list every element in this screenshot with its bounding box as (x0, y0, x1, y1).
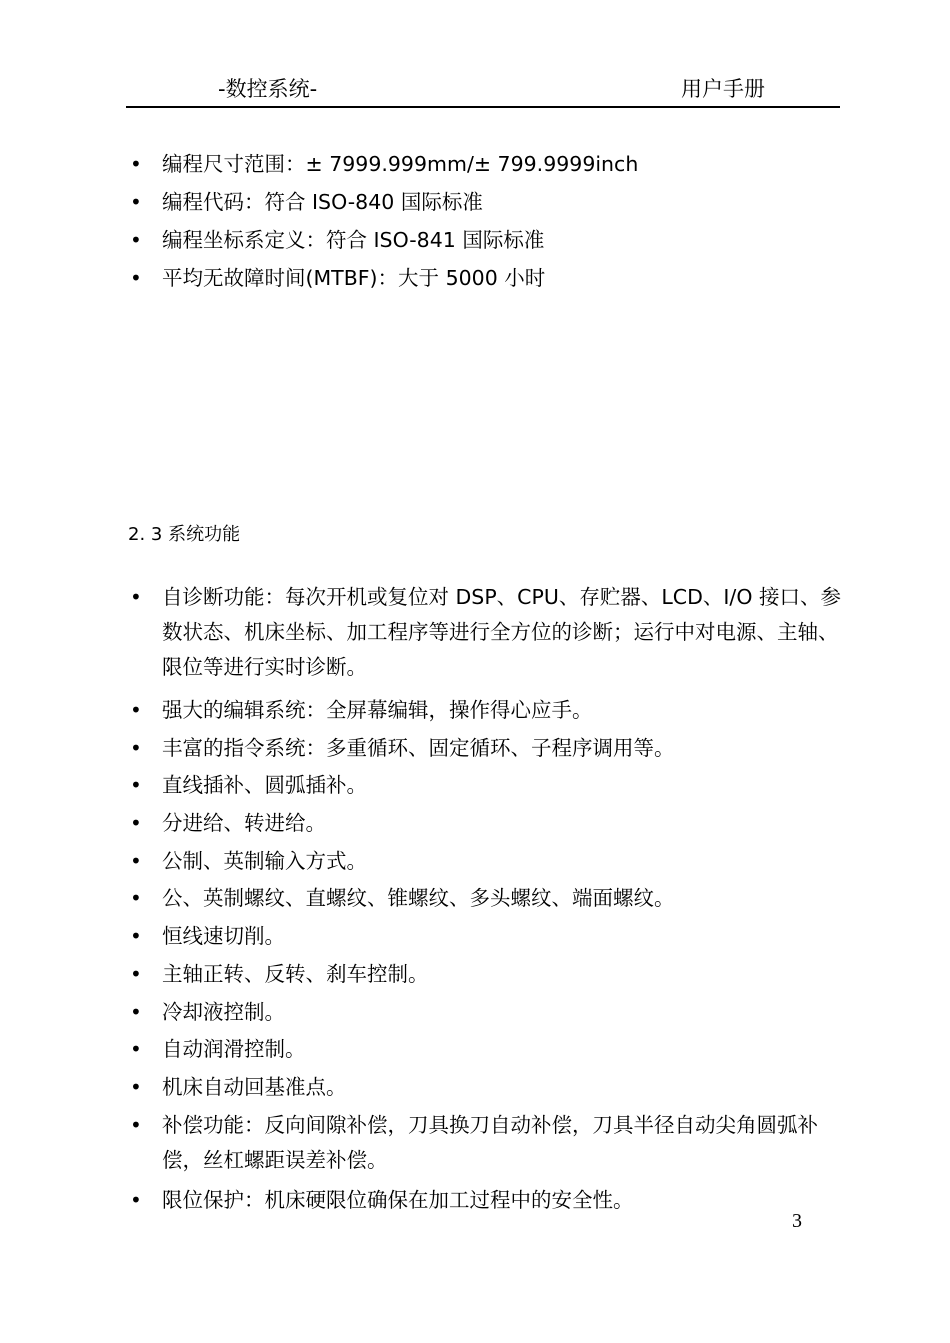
bullet-icon: • (130, 886, 142, 911)
list-item (0, 259, 950, 297)
list-item-text: 编程代码：符合 ISO-840 国际标准 (162, 190, 483, 214)
bullet-icon: • (130, 735, 142, 760)
list-item (0, 693, 950, 731)
bullet-icon: • (130, 1074, 142, 1099)
list-item-text: 直线插补、圆弧插补。 (162, 773, 367, 798)
list-item-text: 平均无故障时间(MTBF)：大于 5000 小时 (162, 266, 546, 290)
bullet-icon: • (130, 1037, 142, 1062)
list-item (0, 881, 950, 919)
bullet-icon: • (130, 848, 142, 873)
list-item (0, 806, 950, 844)
list-item (0, 183, 950, 221)
page-number: 3 (792, 1210, 802, 1232)
bullet-icon: • (130, 266, 142, 290)
bullet-icon: • (130, 811, 142, 836)
list-item (0, 221, 950, 259)
list-item-text: 编程尺寸范围：± 7999.999mm/± 799.9999inch (162, 152, 639, 176)
list-item-text: 自动润滑控制。 (162, 1037, 306, 1062)
list-item-text: 恒线速切削。 (162, 924, 285, 949)
list-item (0, 1183, 950, 1221)
list-item-text: 公制、英制输入方式。 (162, 848, 367, 873)
list-item-text: 分进给、转进给。 (162, 811, 326, 836)
list-item (0, 995, 950, 1033)
header-divider (126, 106, 840, 108)
list-item (0, 768, 950, 806)
list-item (0, 1108, 950, 1183)
bullet-icon: • (130, 924, 142, 949)
list-item (0, 145, 950, 183)
bullet-icon: • (130, 585, 142, 609)
bullet-icon: • (130, 1112, 142, 1137)
list-item-text: 编程坐标系定义：符合 ISO-841 国际标准 (162, 228, 545, 252)
bullet-icon: • (130, 698, 142, 722)
list-item (0, 1032, 950, 1070)
bullet-icon: • (130, 773, 142, 798)
bullet-icon: • (130, 228, 142, 252)
list-item-text: 限位保护：机床硬限位确保在加工过程中的安全性。 (162, 1187, 634, 1212)
header-title: -数控系统- (218, 77, 318, 101)
list-item-text: 机床自动回基准点。 (162, 1074, 347, 1099)
list-item-text: 丰富的指令系统：多重循环、固定循环、子程序调用等。 (162, 735, 675, 760)
list-item-text: 主轴正转、反转、刹车控制。 (162, 961, 429, 986)
header-manual-label: 用户手册 (681, 77, 765, 101)
list-item-text: 自诊断功能：每次开机或复位对 DSP、CPU、存贮器、LCD、I/O 接口、参数状态、机床坐标、加工程序等进行全方位的诊断；运行中对电源、主轴、限位等进行实时诊断。 (162, 585, 841, 679)
list-item (0, 731, 950, 769)
list-item-text: 补偿功能：反向间隙补偿，刀具换刀自动补偿，刀具半径自动尖角圆弧补偿，丝杠螺距误差补偿。 (162, 1112, 818, 1172)
list-item (0, 844, 950, 882)
feature-list (0, 580, 950, 1220)
bullet-icon: • (130, 1187, 142, 1212)
bullet-icon: • (130, 999, 142, 1024)
list-item (0, 957, 950, 995)
bullet-icon: • (130, 152, 142, 176)
list-item-text: 公、英制螺纹、直螺纹、锥螺纹、多头螺纹、端面螺纹。 (162, 886, 675, 911)
bullet-icon: • (130, 190, 142, 214)
list-item-text: 冷却液控制。 (162, 999, 285, 1024)
list-item (0, 919, 950, 957)
list-item (0, 580, 950, 693)
list-item (0, 1070, 950, 1108)
bullet-icon: • (130, 961, 142, 986)
spec-list (0, 145, 950, 297)
list-item-text: 强大的编辑系统：全屏幕编辑，操作得心应手。 (162, 698, 593, 722)
section-heading: 2. 3 系统功能 (128, 524, 241, 545)
